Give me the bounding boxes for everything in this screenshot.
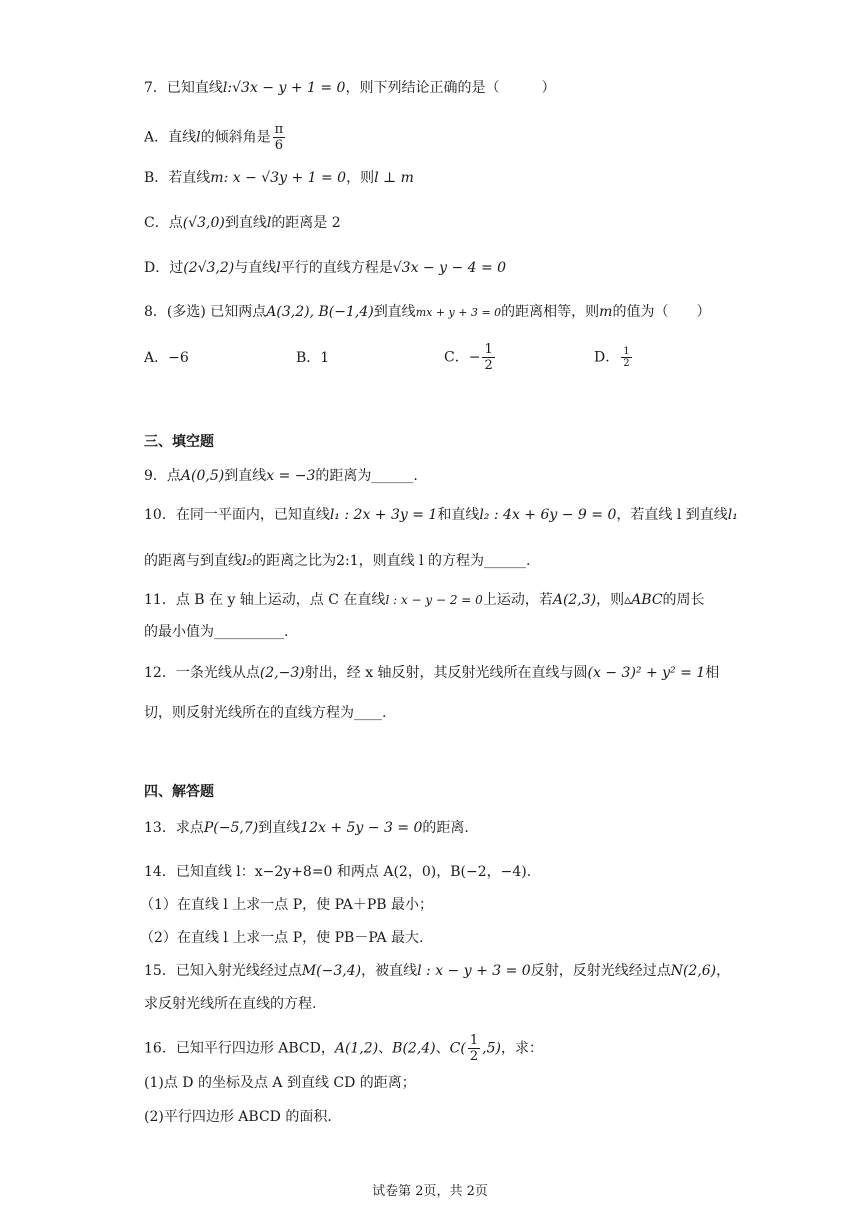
q8-option-a: A．−6 (144, 350, 189, 366)
q14-stem: 14．已知直线 l：x−2y+8=0 和两点 A(2，0)，B(−2，−4). (144, 864, 532, 880)
section-fill-in-blank: 三、填空题 (144, 434, 214, 450)
fraction-one-half-coord: $\frac{1}{2}$ (469, 1033, 479, 1064)
page-footer: 试卷第 2页，共 2页 (372, 1184, 488, 1199)
q11-line1: 11．点 B 在 y 轴上运动，点 C 在直线l : x − y − 2 = 0上运动，若A(2,3)，则▵ABC的周长 (144, 592, 705, 608)
q13: 13．求点P(−5,7)到直线12x + 5y − 3 = 0的距离. (144, 820, 469, 836)
q16-part1: (1)点 D 的坐标及点 A 到直线 CD 的距离； (144, 1075, 416, 1091)
q16-stem: 16．已知平行四边形 ABCD，A(1,2)、B(2,4)、C( $\frac{1}{2}$ ,5)，求： (144, 1033, 543, 1064)
q8-option-b: B．1 (296, 350, 330, 366)
q12-line1: 12．一条光线从点(2,−3)射出，经 x 轴反射，其反射光线所在直线与圆(x − 3)² + y² = 1相 (144, 665, 720, 681)
q16-part2: (2)平行四边形 ABCD 的面积. (144, 1109, 332, 1125)
q8-stem: 8．(多选) 已知两点A(3,2), B(−1,4)到直线mx + y + 3 = 0的距离相等，则m的值为（ ） (144, 304, 711, 320)
q10-line2: 的距离与到直线l₂的距离之比为2:1，则直线 l 的方程为______. (144, 553, 531, 569)
q7-option-b: B．若直线m: x − √3y + 1 = 0，则l ⊥ m (144, 170, 414, 186)
fraction-pi-over-6: $\frac{\pi}{6}$ (274, 122, 284, 153)
q12-line2: 切，则反射光线所在的直线方程为____. (144, 705, 387, 721)
fraction-one-half-small: $\frac{1}{2}$ (623, 346, 630, 369)
q9: 9．点A(0,5)到直线x = −3的距离为______. (144, 468, 418, 484)
fraction-one-half: $\frac{1}{2}$ (484, 342, 493, 373)
q14-part2: （2）在直线 l 上求一点 P，使 PB－PA 最大. (140, 930, 424, 946)
q7-stem: 7．已知直线l:√3x − y + 1 = 0，则下列结论正确的是（ ） (144, 80, 556, 96)
section-solution-questions: 四、解答题 (144, 784, 214, 800)
q7-option-c: C．点(√3,0)到直线l的距离是 2 (144, 215, 341, 231)
q14-part1: （1）在直线 l 上求一点 P，使 PA＋PB 最小； (140, 897, 434, 913)
q11-line2: 的最小值为__________. (144, 624, 289, 640)
q10-line1: 10．在同一平面内，已知直线l₁ : 2x + 3y = 1和直线l₂ : 4x + 6y − 9 = 0，若直线 l 到直线l₁ (144, 507, 738, 523)
q8-option-d: D． $\frac{1}{2}$ (594, 346, 630, 369)
q7-option-a: A．直线l的倾斜角是 $\frac{\pi}{6}$ (144, 122, 284, 153)
q15-line1: 15．已知入射光线经过点M(−3,4)，被直线l : x − y + 3 = 0反射，反射光线经过点N(2,6)， (144, 963, 731, 979)
q8-option-c: C．− $\frac{1}{2}$ (444, 342, 493, 373)
q15-line2: 求反射光线所在直线的方程. (144, 996, 317, 1012)
q7-option-d: D．过(2√3,2)与直线l平行的直线方程是√3x − y − 4 = 0 (144, 260, 507, 276)
